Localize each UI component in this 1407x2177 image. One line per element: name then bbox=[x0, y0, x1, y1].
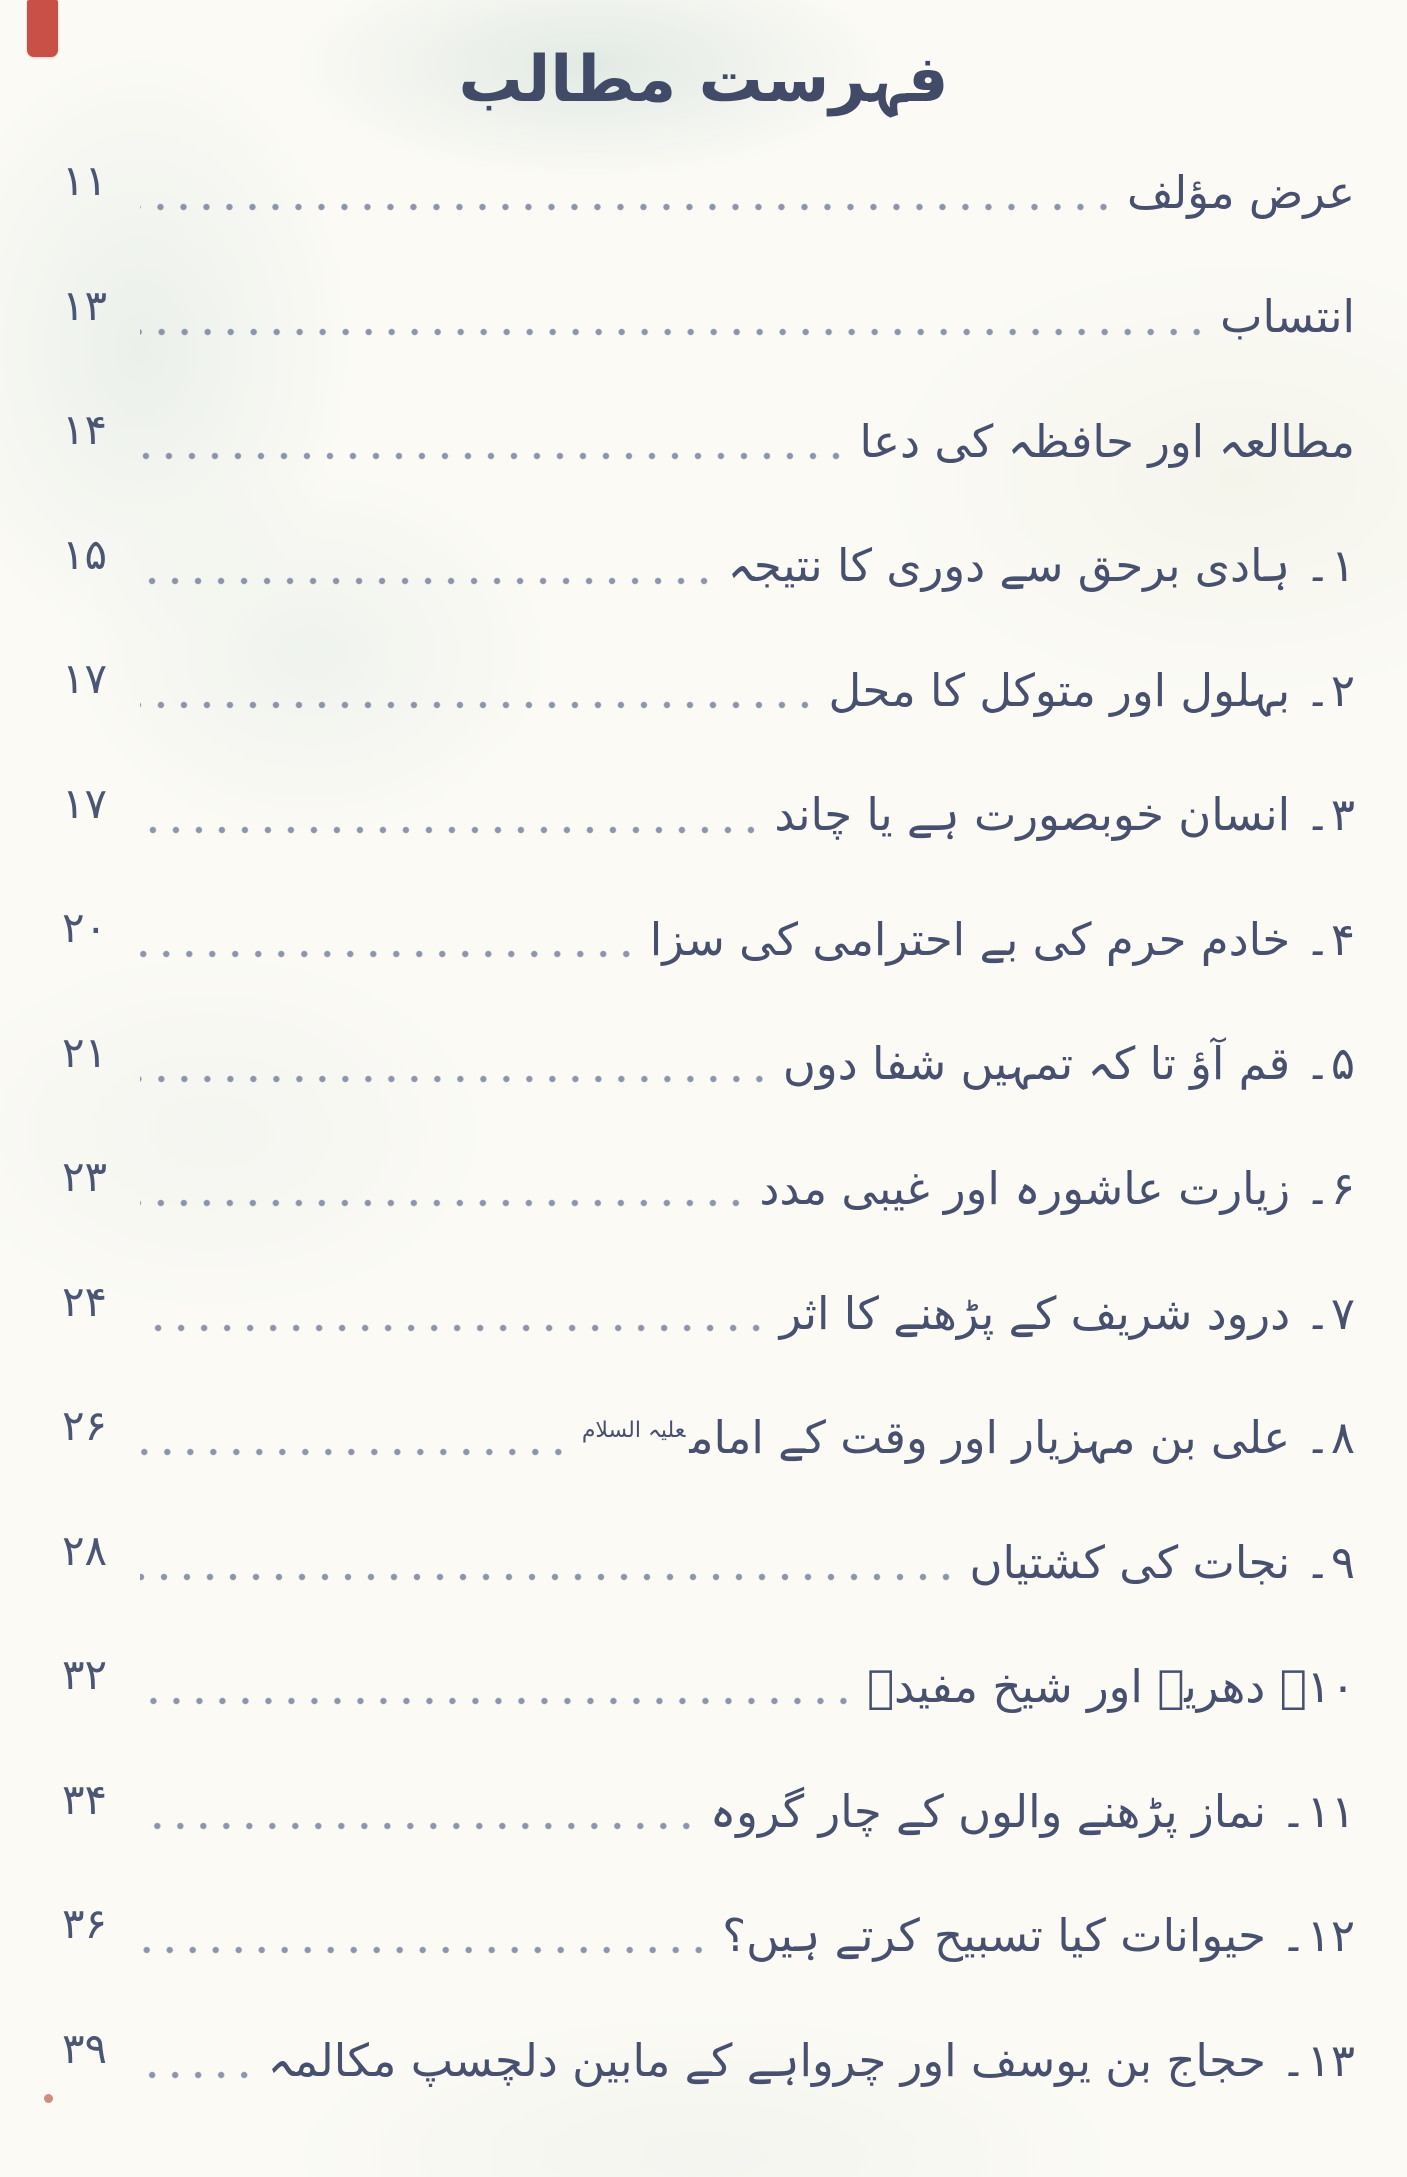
toc-entry-page-number: ۱۳ bbox=[62, 280, 108, 330]
toc-entry-title-text: ۱۲۔ حیوانات کیا تسبیح کرتے ہیں؟ bbox=[722, 1909, 1355, 1963]
toc-entry-title-text: ۱۱۔ نماز پڑھنے والوں کے چار گروہ bbox=[709, 1784, 1355, 1838]
dotted-leader bbox=[140, 1296, 768, 1338]
toc-entry-page-number: ۱۷ bbox=[62, 778, 108, 828]
honorific-superscript: علیہ السلام bbox=[581, 1418, 686, 1444]
toc-entry-title-text: ۹۔ نجات کی کشتیاں bbox=[969, 1535, 1355, 1589]
dotted-leader bbox=[140, 424, 847, 466]
toc-entry-title bbox=[774, 787, 1355, 843]
toc-entry-title bbox=[650, 912, 1355, 968]
toc-entry-title bbox=[859, 414, 1355, 470]
toc-entry-page-number: ۱۷ bbox=[62, 654, 108, 704]
toc-entry-row bbox=[62, 1526, 1355, 1591]
toc-entry-page-number: ۳۲ bbox=[62, 1650, 108, 1700]
toc-entry-row bbox=[62, 1650, 1355, 1715]
toc-entry-title-text: عرض مؤلف bbox=[1126, 165, 1355, 219]
dotted-leader bbox=[140, 673, 816, 715]
toc-entry-title-text: ۳۔ انسان خوبصورت ہے یا چاند bbox=[774, 788, 1355, 842]
toc-entry-page-number: ۲۳ bbox=[62, 1152, 108, 1202]
toc-entry-page-number: ۲۴ bbox=[62, 1276, 108, 1326]
dotted-leader bbox=[140, 922, 638, 964]
toc-entry-page-number: ۱۴ bbox=[62, 405, 108, 455]
toc-entry-title-text: انتساب bbox=[1220, 290, 1355, 344]
toc-entry-row bbox=[62, 1152, 1355, 1217]
toc-entry-title-text: ۴۔ خادم حرم کی بے احترامی کی سزا bbox=[649, 912, 1355, 966]
dotted-leader bbox=[140, 300, 1208, 342]
toc-entry-title bbox=[268, 2033, 1355, 2089]
toc-entry-row bbox=[62, 156, 1355, 221]
toc-list bbox=[62, 156, 1355, 2089]
toc-entry-title bbox=[783, 1036, 1355, 1092]
toc-entry-title bbox=[780, 1286, 1355, 1342]
toc-entry-title bbox=[1127, 165, 1355, 221]
toc-entry-page-number: ۱۵ bbox=[62, 529, 108, 579]
toc-entry-title-text: مطالعہ اور حافظہ کی دعا bbox=[859, 414, 1355, 468]
toc-entry-title bbox=[867, 1659, 1355, 1715]
toc-entry-title-text: ۱۳۔ حجاج بن یوسف اور چرواہے کے مابین دلچسپ مکالمہ bbox=[267, 2033, 1355, 2087]
toc-entry-title-text: ۸۔ علی بن مہزیار اور وقت کے امام bbox=[689, 1411, 1355, 1465]
toc-entry-title bbox=[1220, 289, 1355, 345]
toc-entry-row bbox=[62, 1775, 1355, 1840]
toc-entry-row bbox=[62, 530, 1355, 595]
toc-entry-row bbox=[62, 903, 1355, 968]
dotted-leader bbox=[140, 1047, 771, 1089]
toc-entry-row bbox=[62, 1899, 1355, 1964]
toc-entry-row bbox=[62, 654, 1355, 719]
toc-entry-title-text: ۱۔ ہادی برحق سے دوری کا نتیجہ bbox=[727, 539, 1355, 593]
dotted-leader bbox=[140, 1794, 698, 1836]
toc-entry-page-number: ۱۱ bbox=[62, 156, 108, 205]
dotted-leader bbox=[140, 1669, 855, 1711]
toc-entry-title bbox=[969, 1535, 1355, 1591]
toc-entry-title-text: ۶۔ زیارت عاشورہ اور غیبی مدد bbox=[759, 1162, 1355, 1215]
toc-entry-title bbox=[728, 538, 1355, 594]
toc-entry-title-text: ۲۔ بہلول اور متوکل کا محل bbox=[828, 663, 1355, 717]
toc-entry-title bbox=[710, 1784, 1355, 1840]
toc-entry-page-number: ۳۴ bbox=[62, 1774, 108, 1824]
toc-entry-page-number: ۳۶ bbox=[62, 1899, 108, 1949]
toc-entry-row bbox=[62, 1277, 1355, 1342]
dotted-leader bbox=[140, 1918, 710, 1960]
dotted-leader bbox=[140, 549, 716, 591]
toc-entry-title-text: ۱۰۔ دھریہ اور شیخ مفیدؒ bbox=[866, 1660, 1355, 1714]
toc-entry-page-number: ۲۱ bbox=[62, 1027, 108, 1077]
toc-entry-page-number: ۳۹ bbox=[62, 2023, 108, 2073]
toc-entry-title-text: ۵۔ قم آؤ تا کہ تمہیں شفا دوں bbox=[782, 1037, 1355, 1091]
toc-entry-title-text: ۷۔ درود شریف کے پڑھنے کا اثر bbox=[779, 1286, 1355, 1340]
dotted-leader bbox=[140, 2043, 256, 2085]
toc-entry-title bbox=[722, 1908, 1355, 1964]
toc-entry-page-number: ۲۰ bbox=[62, 903, 108, 953]
toc-entry-page-number: ۲۶ bbox=[62, 1401, 108, 1451]
dotted-leader bbox=[140, 798, 762, 840]
dotted-leader bbox=[140, 175, 1115, 217]
toc-entry-row bbox=[62, 405, 1355, 470]
toc-entry-page-number: ۲۸ bbox=[62, 1525, 108, 1575]
page-title: فہرست مطالب bbox=[458, 43, 949, 117]
toc-entry-title bbox=[759, 1161, 1355, 1217]
toc-entry-row bbox=[62, 2024, 1355, 2089]
dotted-leader bbox=[140, 1171, 747, 1213]
toc-entry-title bbox=[582, 1410, 1355, 1466]
dotted-leader bbox=[140, 1545, 957, 1587]
toc-entry-row bbox=[62, 1028, 1355, 1093]
toc-entry-row bbox=[62, 1401, 1355, 1466]
dotted-leader bbox=[140, 1420, 570, 1462]
toc-entry-row bbox=[62, 779, 1355, 844]
toc-entry-row bbox=[62, 281, 1355, 346]
toc-entry-title bbox=[828, 663, 1355, 719]
red-speck bbox=[44, 2094, 53, 2103]
